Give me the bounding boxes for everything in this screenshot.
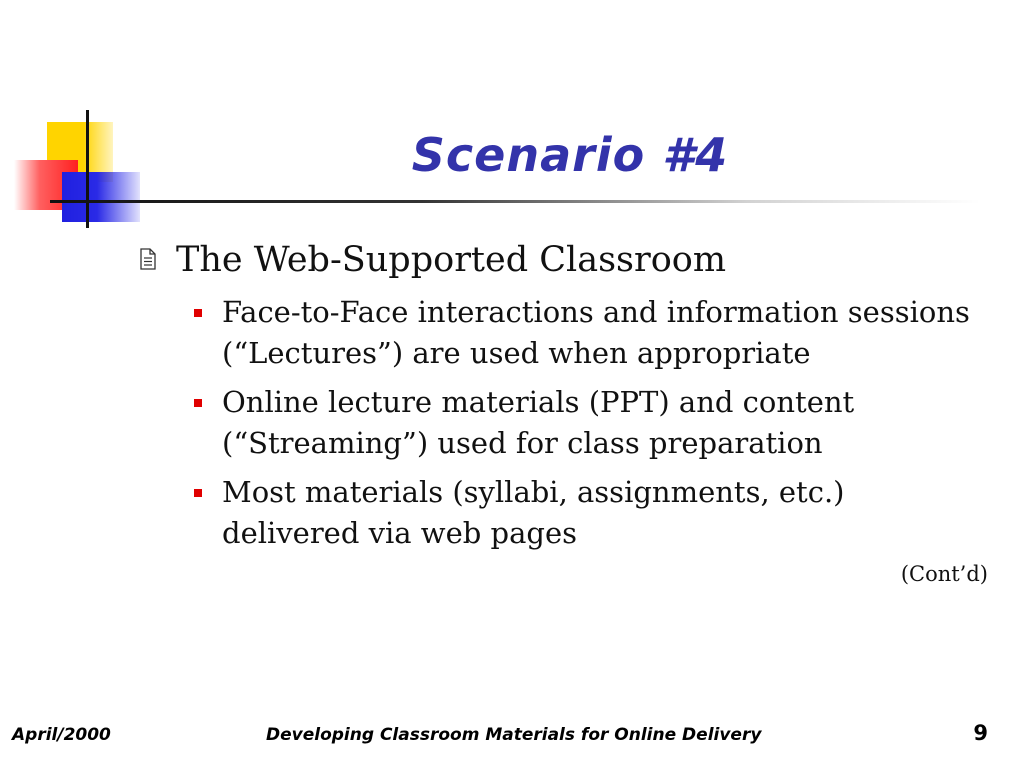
red-square-bullet-icon [194,399,202,407]
continued-note: (Cont’d) [900,562,988,586]
main-bullet-label: The Web-Supported Classroom [176,240,727,280]
sub-bullet-label: Online lecture materials (PPT) and content (“Streaming”) used for class preparation [222,385,855,460]
page-number: 9 [973,721,988,745]
slide-body [140,236,1000,554]
footer-date: April/2000 [12,725,111,745]
title-underline [50,200,980,203]
decor-blue-square [62,172,140,222]
sub-bullet-label: Face-to-Face interactions and information sessions (“Lectures”) are used when appropriate [222,295,970,370]
slide-title: Scenario #4 [411,128,729,182]
document-icon [140,248,156,270]
main-bullet-item [140,236,1000,284]
sub-bullet-label: Most materials (syllabi, assignments, etc.) delivered via web pages [222,475,845,550]
sub-bullet-item [222,382,972,464]
footer-presentation-title: Developing Classroom Materials for Online Delivery [266,725,762,745]
sub-bullet-item [222,472,972,554]
red-square-bullet-icon [194,309,202,317]
decor-vertical-line [86,110,89,228]
red-square-bullet-icon [194,489,202,497]
sub-bullet-item [222,292,972,374]
